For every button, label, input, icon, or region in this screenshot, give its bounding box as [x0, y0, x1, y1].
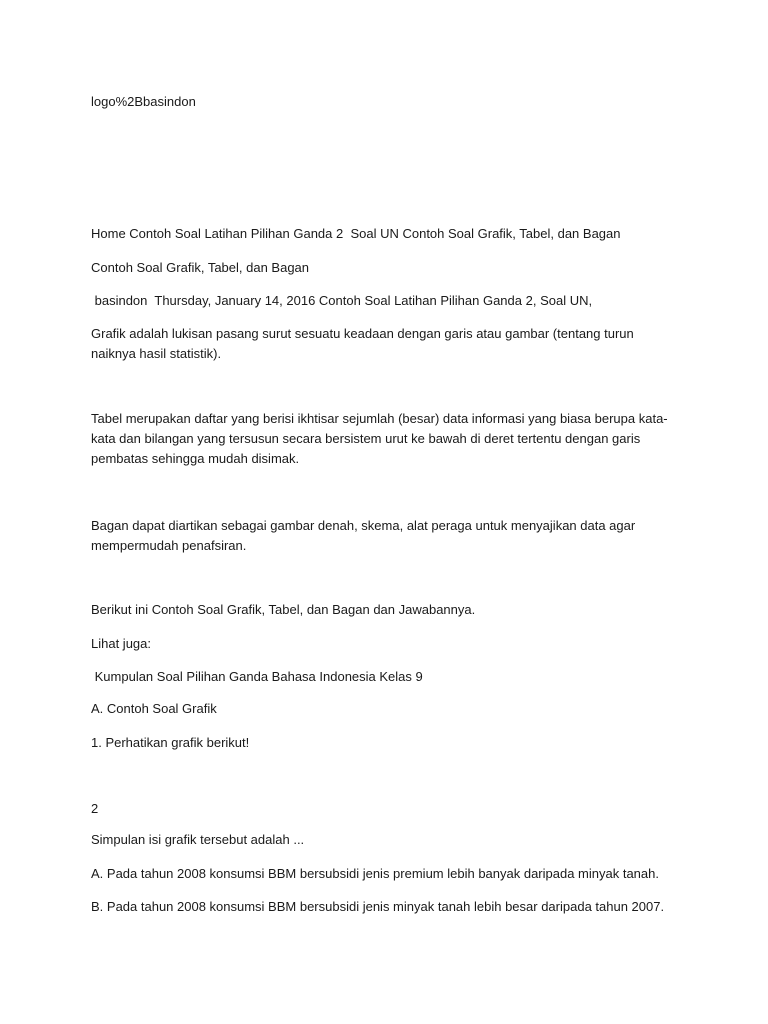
- paragraph-bagan: Bagan dapat diartikan sebagai gambar denah, skema, alat peraga untuk menyajikan data agar mempermudah penafsiran.: [91, 518, 639, 553]
- question-stem: Simpulan isi grafik tersebut adalah ...: [91, 832, 305, 847]
- paragraph-intro: Berikut ini Contoh Soal Grafik, Tabel, dan Bagan dan Jawabannya.: [91, 602, 476, 617]
- paragraph-grafik: Grafik adalah lukisan pasang surut sesuatu keadaan dengan garis atau gambar (tentang turun naiknya hasil statistik).: [91, 326, 638, 361]
- paragraph-tabel: Tabel merupakan daftar yang berisi ikhtisar sejumlah (besar) data informasi yang biasa berupa kata-kata dan bilangan yang tersusun secara bersistem urut ke bawah di deret tertentu dengan garis pembatas sehingga mudah disimak.: [91, 411, 668, 466]
- figure-placeholder: 2: [91, 801, 99, 816]
- breadcrumb: Home Contoh Soal Latihan Pilihan Ganda 2 Soal UN Contoh Soal Grafik, Tabel, dan Bagan: [91, 226, 621, 241]
- logo-alt-text: logo%2Bbasindon: [91, 94, 196, 109]
- answer-option-a: A. Pada tahun 2008 konsumsi BBM bersubsidi jenis premium lebih banyak daripada minyak tanah.: [91, 866, 659, 881]
- question-text: 1. Perhatikan grafik berikut!: [91, 735, 250, 750]
- see-also-label: Lihat juga:: [91, 636, 151, 651]
- answer-option-b: B. Pada tahun 2008 konsumsi BBM bersubsidi jenis minyak tanah lebih besar daripada tahun 2007.: [91, 899, 665, 914]
- section-heading: A. Contoh Soal Grafik: [91, 701, 217, 716]
- related-link[interactable]: Kumpulan Soal Pilihan Ganda Bahasa Indonesia Kelas 9: [91, 669, 423, 684]
- post-meta: basindon Thursday, January 14, 2016 Contoh Soal Latihan Pilihan Ganda 2, Soal UN,: [91, 293, 593, 308]
- page-title: Contoh Soal Grafik, Tabel, dan Bagan: [91, 260, 310, 275]
